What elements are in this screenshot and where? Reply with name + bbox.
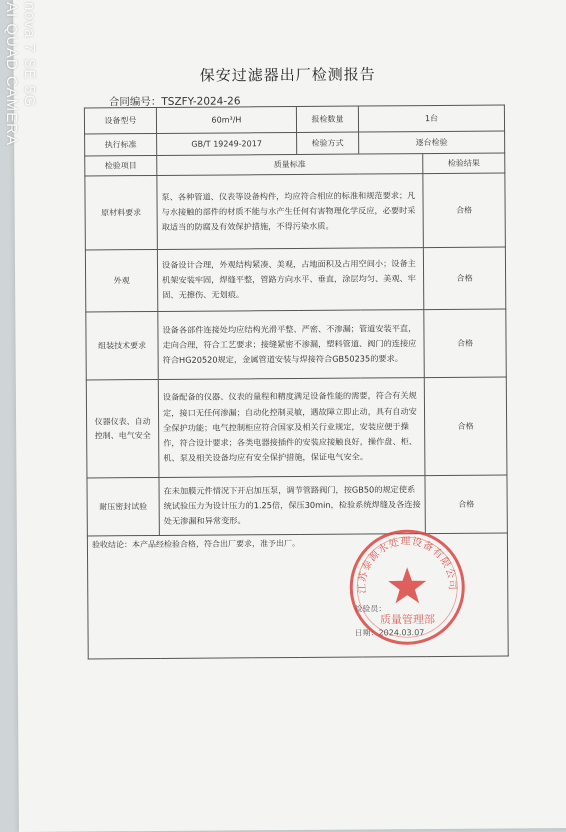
model-value: 60m³/H [156, 106, 296, 133]
header-standard: 质量标准 [157, 154, 423, 176]
row-item: 外观 [85, 249, 157, 312]
info-row-model [84, 105, 504, 134]
row-item: 耐压密封试验 [87, 477, 159, 536]
quantity-label: 报检数量 [296, 106, 358, 132]
row-standard: 设备配备的仪器、仪表的量程和精度满足设备性能的需要，符合有关规定，接口无任何渗漏；自动化控制灵敏，遇故障立即止动，具有自动安全保护功能；电气控制柜应符合国家及相关行业规定，安装应便于操作，符合设计要求；各类电器接插件的安装应接触良好，操作盘、柜、机、泵及相关设备均应有安全保护措施，保证电气安全。 [158, 378, 425, 478]
watermark-line1: nova 7 SE 5G [21, 2, 38, 108]
table-row [85, 247, 505, 312]
conclusion-label: 验收结论：本产品经检验合格，符合出厂要求，准予出厂。 [91, 538, 300, 550]
row-result: 合格 [424, 309, 506, 378]
inspector-label: 检验员： [354, 604, 387, 614]
row-item: 组装技术要求 [86, 311, 158, 380]
row-standard: 泵、各种管道、仪表等设备构件，均应符合相应的标准和规范要求；凡与水接触的部件的材质不能与水产生任何有害物理化学反应，必要时采取适当的防腐及有效保护措施，不得污染水质。 [157, 174, 424, 250]
row-item: 仪器仪表、自动控制、电气安全 [86, 379, 159, 478]
row-standard: 设备设计合理，外观结构紧凑、美观，占地面积及占用空间小；设备主机架安装牢固，焊缝平整，管路方向水平、垂直，涂层均匀、美观、牢固、无擦伤、无划痕。 [157, 248, 423, 312]
seal-dept-text: 质量管理部 [379, 613, 436, 627]
company-seal [347, 527, 468, 648]
row-standard: 设备各部件连接处均应结构光滑平整、严密、不渗漏；管道安装平直，走向合理，符合工艺要求；接缝紧密不渗漏，塑料管道、阀门的连接应符合HG20520规定，金属管道安装与焊接符合GB50235的要求。 [158, 310, 424, 380]
model-label: 设备型号 [84, 107, 156, 134]
seal-arc-text: 江苏泰源水处理设备有限公司 [357, 536, 458, 594]
row-result: 合格 [425, 475, 507, 534]
row-standard: 在未加膜元件情况下开启加压泵，调节管路阀门，按GB50的规定使系统试验压力为设计压力的1.25倍，保压30min，检验系统焊缝及各连接处无渗漏和异常变形。 [159, 476, 425, 536]
info-row-standard [85, 131, 505, 156]
header-result: 检验结果 [423, 153, 505, 174]
watermark-line2: AI QUAD CAMERA [3, 2, 20, 147]
method-label: 检验方式 [297, 132, 359, 154]
report-title: 保安过滤器出厂检测报告 [199, 65, 376, 85]
header-item: 检验项目 [85, 155, 157, 176]
row-item: 原材料要求 [85, 175, 158, 250]
quantity-value: 1台 [358, 105, 504, 132]
contract-number: 合同编号：TSZFY-2024-26 [108, 95, 241, 109]
table-row [85, 173, 506, 250]
standard-value: GB/T 19249-2017 [157, 132, 297, 155]
row-result: 合格 [424, 377, 507, 476]
paper-sheet [13, 0, 566, 832]
date-label: 日期：2024.03.07 [354, 628, 425, 638]
camera-watermark [0, 0, 40, 800]
table-row [86, 377, 507, 478]
standard-label: 执行标准 [85, 133, 157, 156]
row-result: 合格 [423, 247, 505, 310]
row-result: 合格 [423, 173, 506, 248]
table-row [86, 309, 506, 380]
method-value: 逐台检验 [359, 131, 505, 154]
